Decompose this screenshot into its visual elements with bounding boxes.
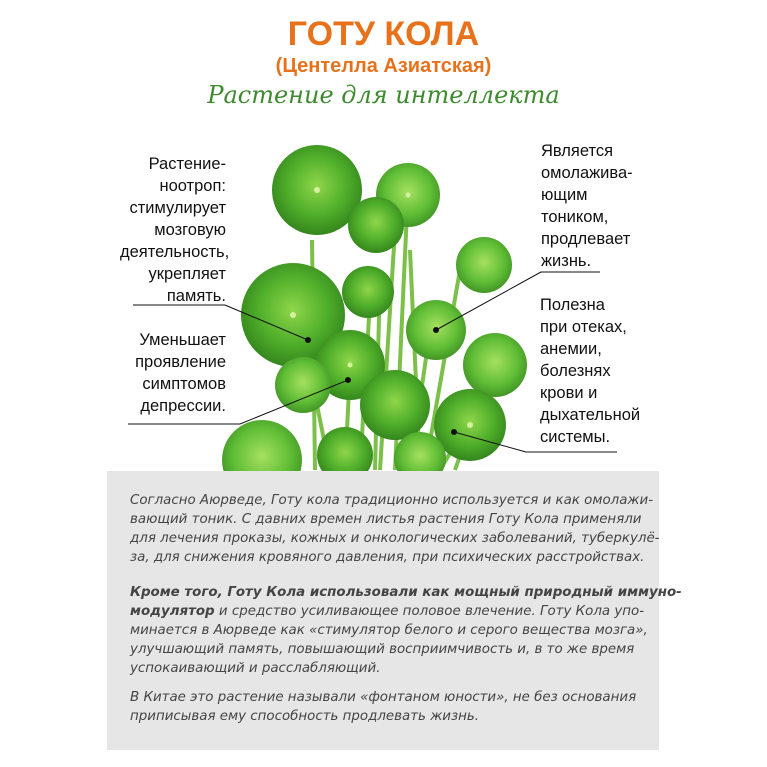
paragraph-china: В Китае это растение называли «фонтаном юности», не без основания приписывая ему способность продлевать жизнь. [130, 690, 637, 724]
page-subtitle: (Центелла Азиатская) [275, 55, 492, 77]
callout-rejuvenating: Является омолажива- ющим тоником, продлевает жизнь. [541, 142, 633, 270]
paragraph-immunomodulator: Кроме того, Готу Кола использовали как мощный природный иммуно- модулятор и средство усиливающее половое влечение. Готу Кола упо- минается в Аюрведе как «стимулятор белого и серого вещества мозга», улучшающий память, повышающий восприимчивость и, в то же время успокаивающий и расслабляющий. [130, 585, 682, 676]
callout-nootrope: Растение- ноотроп: стимулирует мозговую деятельность, укрепляет память. [120, 155, 230, 305]
page-tagline: Растение для интеллекта [207, 81, 560, 109]
callout-depression: Уменьшает проявление симптомов депрессии. [135, 331, 226, 415]
paragraph-ayurveda: Согласно Аюрведе, Готу кола традиционно используется и как омолажи- вающий тоник. С давних времен листья растения Готу Кола применяли для лечения проказы, кожных и онкологических заболеваний, туберкулё- за, для снижения кровяного давления, при психических расстройствах. [130, 493, 660, 565]
page-title: ГОТУ КОЛА [287, 15, 480, 53]
callout-health: Полезна при отеках, анемии, болезнях крови и дыхательной системы. [540, 296, 641, 446]
info-panel [107, 471, 682, 750]
